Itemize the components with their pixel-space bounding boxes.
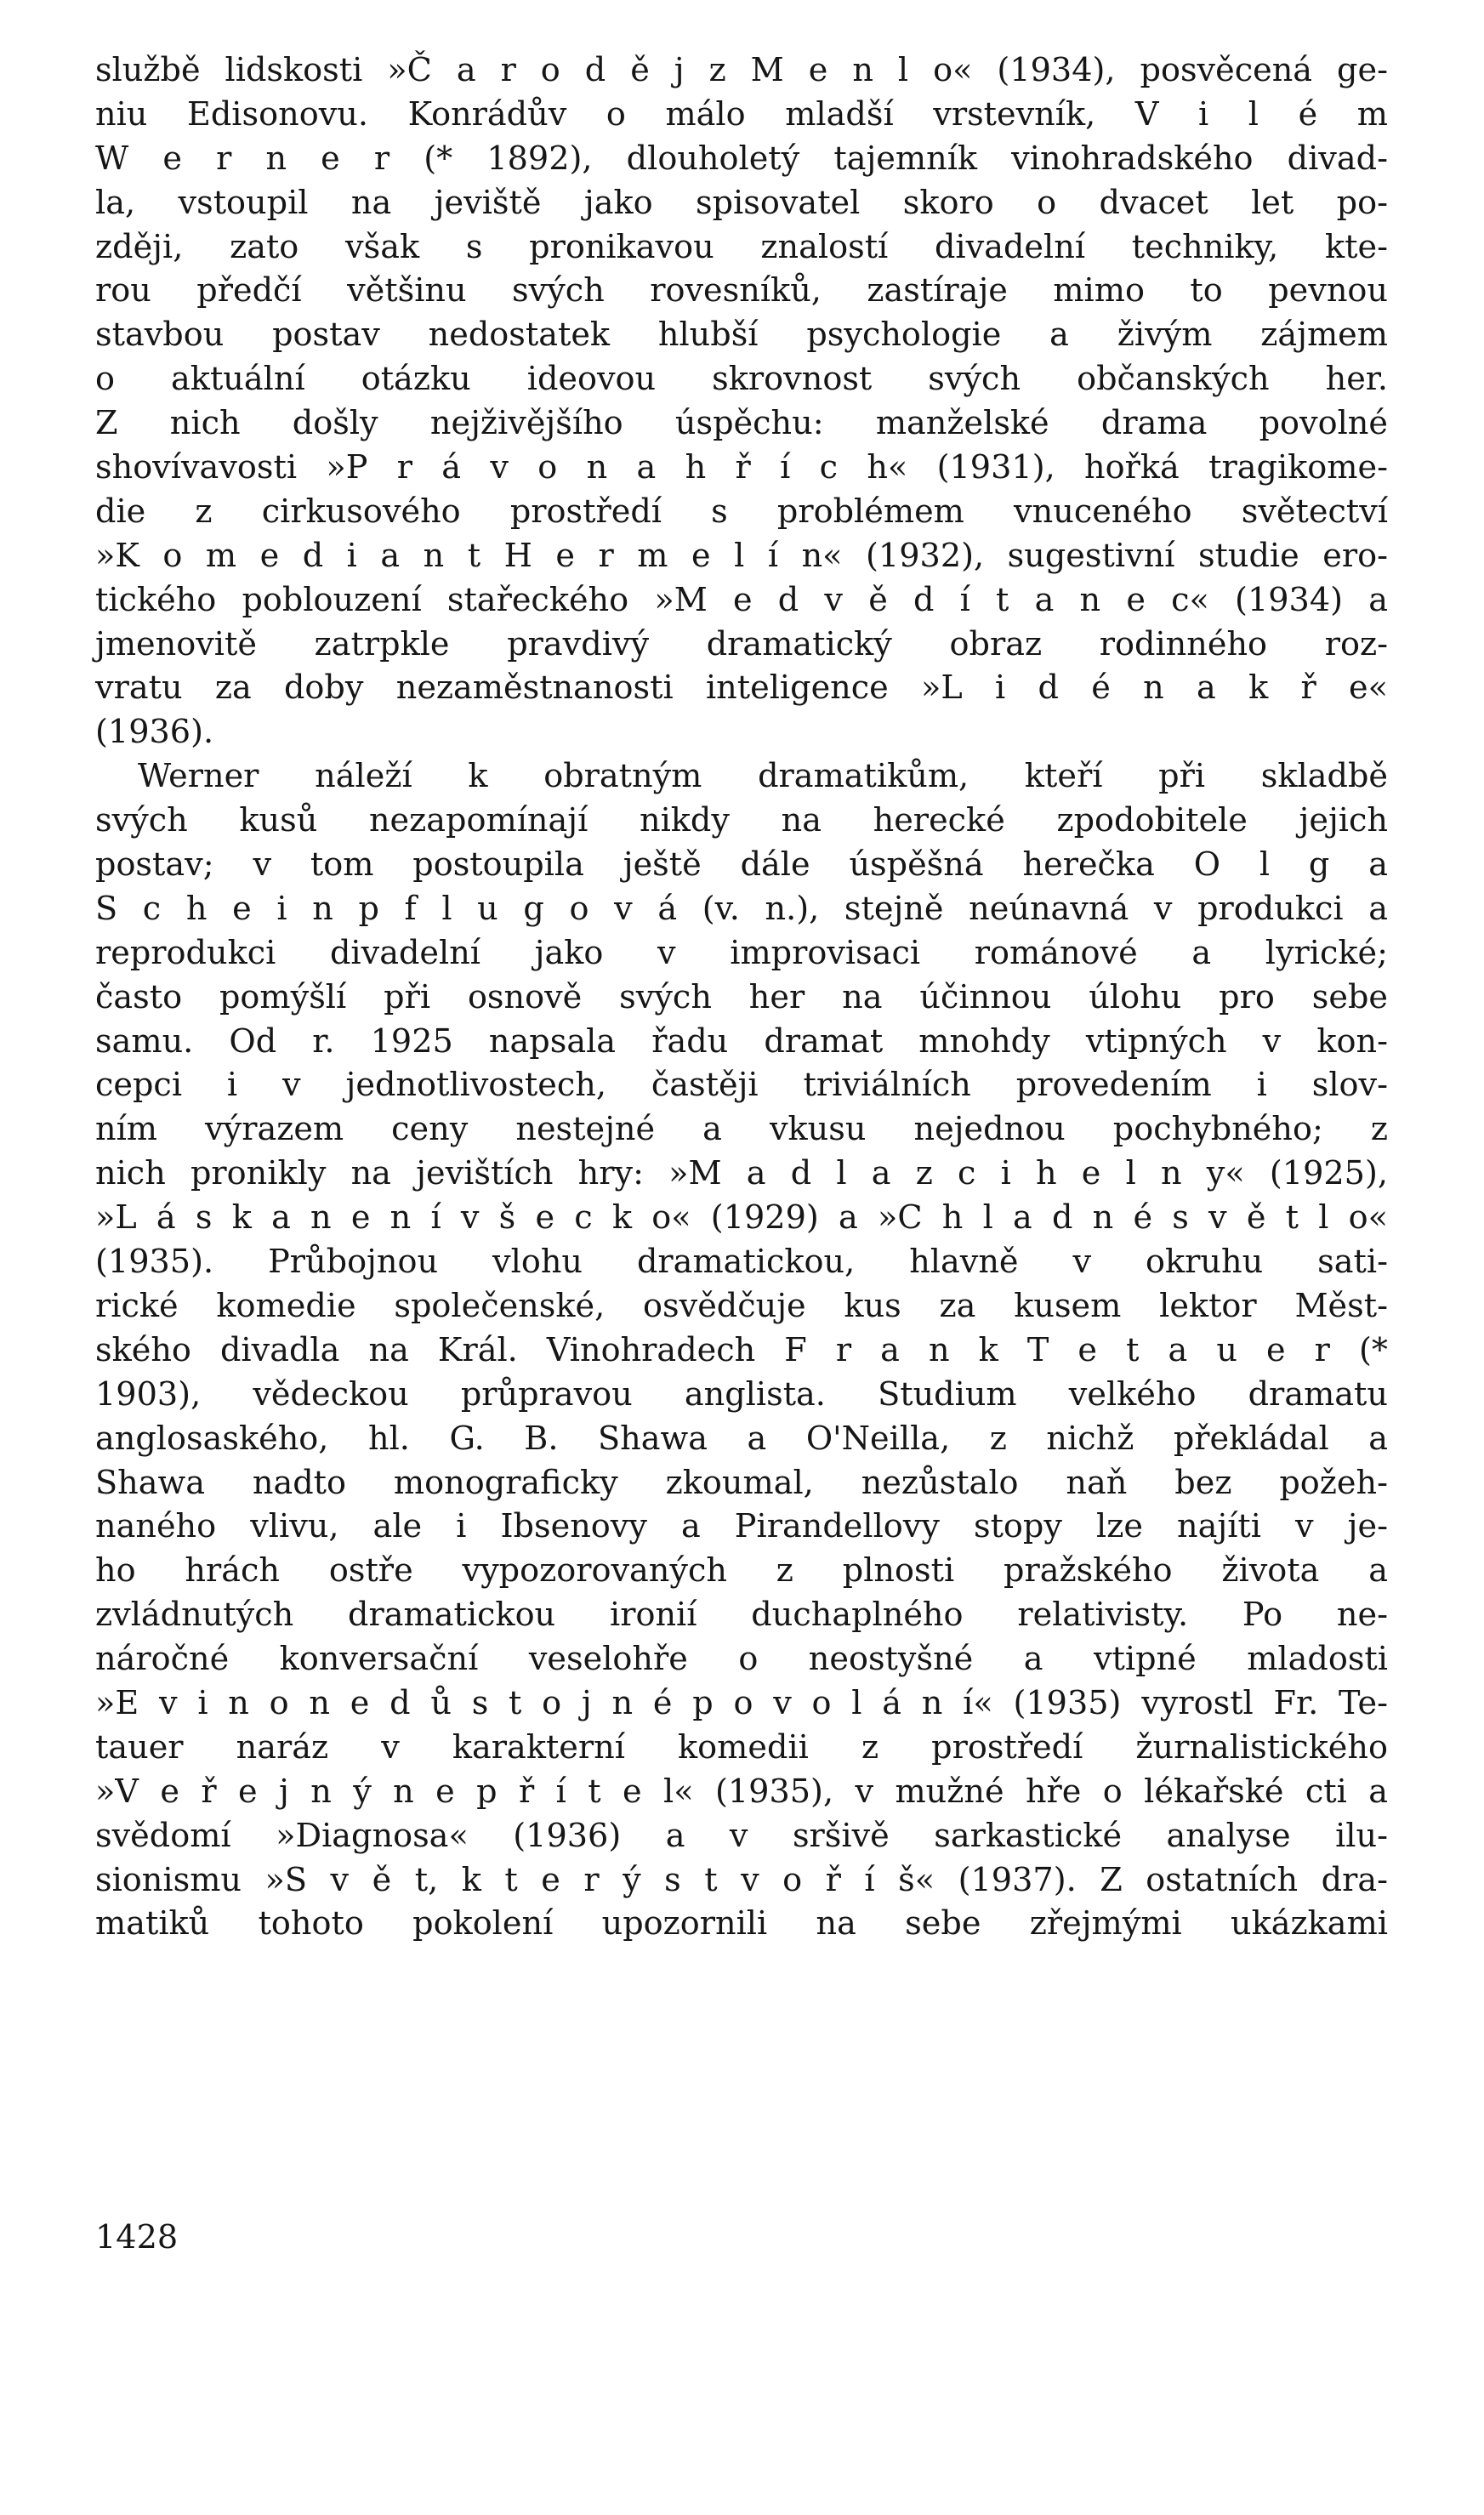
text-line: (1936). [95,714,214,752]
text-line: anglosaského, hl. G. B. Shawa a O'Neilla, z nichž překládal a [95,1420,1388,1458]
text-line: »K o m e d i a n t H e r m e l í n« (1932), sugestivní studie ero- [95,537,1388,575]
text-line: ním výrazem ceny nestejné a vkusu nejednou pochybného; z [95,1111,1388,1149]
text-line: shovívavosti »P r á v o n a h ř í c h« (1931), hořká tragikome- [95,449,1388,487]
text-line: svědomí »Diagnosa« (1936) a v sršivě sarkastické analyse ilu- [95,1817,1388,1855]
text-line: (1935). Průbojnou vlohu dramatickou, hlavně v okruhu sati- [95,1243,1388,1282]
text-line: la, vstoupil na jeviště jako spisovatel skoro o dvacet let po- [95,184,1388,222]
text-line: tického poblouzení stařeckého »M e d v ě d í t a n e c« (1934) a [95,581,1388,619]
text-line: »E v i n o n e d ů s t o j n é p o v o l á n í« (1935) vyrostl Fr. Te- [95,1684,1388,1722]
text-line: stavbou postav nedostatek hlubší psychologie a živým zájmem [95,316,1388,355]
text-line: rické komedie společenské, osvědčuje kus za kusem lektor Měst- [95,1287,1388,1325]
text-line: W e r n e r (* 1892), dlouholetý tajemník vinohradského divad- [95,139,1388,178]
page-number: 1428 [95,2219,179,2256]
text-line: ského divadla na Král. Vinohradech F r a n k T e t a u e r (* [95,1331,1388,1369]
text-line: tauer naráz v karakterní komedii z prostředí žurnalistického [95,1728,1388,1767]
text-line: svých kusů nezapomínají nikdy na herecké zpodobitele jejich [95,802,1388,840]
text-line: »V e ř e j n ý n e p ř í t e l« (1935), v mužné hře o lékařské cti a [95,1772,1388,1811]
text-line: jmenovitě zatrpkle pravdivý dramatický obraz rodinného roz- [95,625,1388,663]
text-line: reprodukci divadelní jako v improvisaci románové a lyrické; [95,934,1388,972]
text-line: Z nich došly nejživějšího úspěchu: manželské drama povolné [95,405,1388,443]
page-text-column [95,49,1388,1947]
text-line: 1903), vědeckou průpravou anglista. Studium velkého dramatu [95,1375,1388,1414]
text-line: Shawa nadto monograficky zkoumal, nezůstalo naň bez požeh- [95,1464,1388,1502]
text-line: nich pronikly na jevištích hry: »M a d l a z c i h e l n y« (1925), [95,1155,1388,1193]
text-line: službě lidskosti »Č a r o d ě j z M e n l o« (1934), posvěcená ge- [95,52,1388,89]
text-line: S c h e i n p f l u g o v á (v. n.), stejně neúnavná v produkci a [95,890,1388,928]
text-line: naného vlivu, ale i Ibsenovy a Pirandellovy stopy lze najíti v je- [95,1508,1388,1546]
text-line: rou předčí většinu svých rovesníků, zastíraje mimo to pevnou [95,272,1388,310]
text-line: náročné konversační veselohře o neostyšné a vtipné mladosti [95,1641,1388,1679]
text-line: zději, zato však s pronikavou znalostí divadelní techniky, kte- [95,228,1388,266]
text-line: niu Edisonovu. Konrádův o málo mladší vrstevník, V i l é m [95,95,1388,134]
text-line: o aktuální otázku ideovou skrovnost svých občanských her. [95,361,1388,399]
text-line: »L á s k a n e n í v š e c k o« (1929) a »C h l a d n é s v ě t l o« [95,1199,1388,1238]
text-line: často pomýšlí při osnově svých her na účinnou úlohu pro sebe [95,978,1388,1016]
text-line: die z cirkusového prostředí s problémem vnuceného světectví [95,492,1388,531]
text-line: sionismu »S v ě t, k t e r ý s t v o ř í š« (1937). Z ostatních dra- [95,1861,1388,1899]
text-line: samu. Od r. 1925 napsala řadu dramat mnohdy vtipných v kon- [95,1022,1388,1061]
text-line-paragraph-start: Werner náleží k obratným dramatikům, kteří při skladbě [138,758,1388,796]
text-line: postav; v tom postoupila ještě dále úspěšná herečka O l g a [95,846,1388,885]
text-line: cepci i v jednotlivostech, častěji triviálních provedením i slov- [95,1067,1388,1105]
text-line: vratu za doby nezaměstnanosti inteligence »L i d é n a k ř e« [95,669,1388,708]
text-line: matiků tohoto pokolení upozornili na sebe zřejmými ukázkami [95,1905,1388,1943]
text-line: zvládnutých dramatickou ironií duchaplného relativisty. Po ne- [95,1596,1388,1635]
text-line: ho hrách ostře vypozorovaných z plnosti pražského života a [95,1552,1388,1590]
